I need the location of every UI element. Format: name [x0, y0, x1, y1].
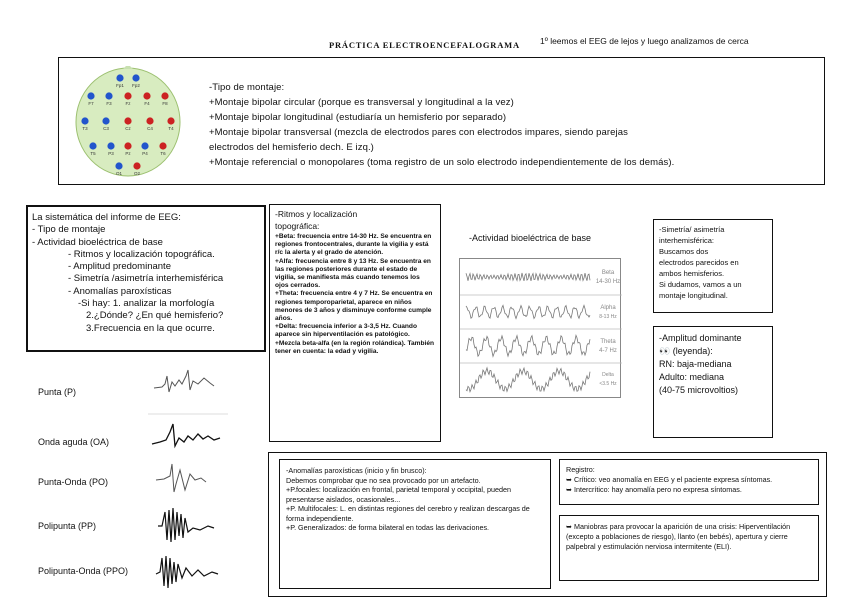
systematic-line: - Amplitud predominante	[68, 261, 171, 273]
electrode-dot	[115, 162, 122, 169]
systematic-line: - Tipo de montaje	[32, 224, 106, 236]
montage-line: +Montaje bipolar longitudinal (estudiaría un hemisferio por separado)	[209, 112, 507, 123]
electrode-dot	[124, 142, 131, 149]
pattern-label: Onda aguda (OA)	[38, 437, 110, 447]
systematic-line: 2.¿Dónde? ¿En qué hemisferio?	[86, 310, 224, 322]
register-item: ➥ Intercrítico: hay anomalía pero no expresa síntomas.	[566, 485, 742, 494]
anomalies-line: +P.focales: localización en frontal, parietal temporal y occipital, pueden presentarse aislados, ocasionales...	[286, 485, 512, 504]
electrode-label: O1	[115, 171, 123, 176]
amplitude-box	[653, 326, 773, 438]
electrode-label: F3	[106, 101, 112, 106]
electrode-label: T6	[160, 151, 166, 156]
electrode-dot	[143, 92, 150, 99]
alpha-wave	[466, 305, 590, 318]
montage-line: +Montaje bipolar transversal (mezcla de electrodos pares con electrodos impares, siendo parejas	[209, 127, 629, 138]
rhythm-text: frecuencia entre 4 y 7 Hz. Se encuentra en regiones temporoparietal, aparece en niños menores de 3 años y disminuye conforme cumple años.	[275, 290, 433, 323]
activity-label: -Actividad bioeléctrica de base	[469, 233, 592, 243]
rhythm-item	[275, 258, 435, 291]
wave-freq: 4-7 Hz	[599, 348, 617, 354]
montage-line: -Tipo de montaje:	[209, 82, 285, 93]
electrode-label: T3	[82, 126, 88, 131]
rhythm-text: frecuencia entre 14-30 Hz. Se encuentra en regiones frontocentrales, durante la vigilia y está r/c la alerta y el grado de atención.	[275, 233, 432, 257]
electrode-dot	[107, 142, 114, 149]
electrode-dot	[87, 92, 94, 99]
rhythm-text: frecuencia inferior a 3-3,5 Hz. Cuando aparece sin hiperventilación es patológico.	[275, 323, 417, 339]
theta-wave	[466, 335, 590, 356]
rhythm-text: frecuencia entre 8 y 13 Hz. Se encuentra en las regiones posteriores durante el estado de vigilia, se manifiesta más cuando tenemos los ojos cerrados.	[275, 257, 431, 290]
electrode-label: C3	[103, 126, 109, 131]
wave-name: Beta	[601, 270, 615, 276]
electrode-dot	[89, 142, 96, 149]
rhythm-label: +Alfa:	[275, 257, 294, 265]
electrode-dot	[146, 117, 153, 124]
symmetry-line: interhemisférica:	[659, 236, 715, 245]
systematic-line: 3.Frecuencia en la que ocurre.	[86, 322, 215, 334]
eeg-waves-figure	[459, 258, 621, 398]
symmetry-box	[653, 219, 773, 313]
systematic-line: -Si hay: 1. analizar la morfología	[78, 298, 215, 310]
rhythm-label: +Delta:	[275, 323, 298, 331]
rhythms-heading: -Ritmos y localización	[275, 209, 358, 219]
wave-freq: 14-30 Hz	[595, 279, 621, 285]
wave-freq: <3.5 Hz	[599, 381, 617, 387]
montage-line: +Montaje referencial o monopolares (toma registro de un solo electrodo independientemente de los demás).	[209, 157, 675, 168]
anomalies-line: -Anomalías paroxísticas (inicio y fin brusco):	[286, 466, 427, 475]
electrode-dot	[116, 74, 123, 81]
electrode-dot	[133, 162, 140, 169]
maneuvers-box	[559, 515, 819, 581]
electrode-label: Fp2	[132, 83, 140, 88]
electrode-dot	[124, 92, 131, 99]
register-box	[559, 459, 819, 505]
symmetry-line: Si dudamos, vamos a un	[659, 280, 742, 289]
polipunta-onda-wave	[156, 556, 218, 588]
rhythm-label: +Beta:	[275, 233, 296, 240]
rhythm-label: +Theta:	[275, 290, 299, 298]
electrode-label: C4	[147, 126, 153, 131]
eeg-waves-svg	[460, 259, 622, 399]
rhythm-label: +Mezcla beta-alfa	[275, 339, 330, 347]
electrode-dot	[132, 74, 139, 81]
pattern-waves-svg	[148, 362, 228, 592]
electrode-label: F8	[162, 101, 168, 106]
pattern-label: Polipunta (PP)	[38, 521, 97, 531]
systematic-line: - Anomalías paroxísticas	[68, 285, 172, 297]
systematic-box	[26, 205, 266, 352]
anomalies-container	[268, 452, 827, 597]
rhythms-heading: topográfica:	[275, 221, 320, 231]
electrode-dot	[159, 142, 166, 149]
rhythm-text: (en la región rolándica). También tener en cuenta: la edad y vigilia.	[275, 339, 435, 355]
montage-box	[58, 57, 825, 185]
wave-name: Theta	[600, 339, 616, 345]
systematic-line: - Ritmos y localización topográfica.	[68, 248, 215, 260]
wave-name: Alpha	[600, 305, 616, 311]
electrode-label: Fp1	[116, 83, 124, 88]
electrode-dot	[81, 117, 88, 124]
punta-onda-wave	[156, 464, 206, 492]
amplitude-line: 👀 (leyenda):	[659, 346, 713, 356]
anomalies-box	[279, 459, 551, 589]
anomalies-line: +P. Multifocales: L. en distintas regiones del cerebro y realizan descargas de forma independiente.	[286, 504, 530, 523]
symmetry-line: ambos hemisferios.	[659, 269, 725, 278]
maneuvers-text: ➥ Maniobras para provocar la aparición de una crisis: Hiperventilación (excepto a poblaciones de riesgo), llanto (en bebés), apertura y cierre palpebral y estimulación nerviosa intermitente (ELI).	[566, 522, 791, 551]
rhythm-item	[275, 323, 435, 339]
electrode-label: O2	[133, 171, 141, 176]
amplitude-line: Adulto: mediana	[659, 372, 725, 382]
rhythm-item	[275, 290, 435, 323]
electrode-label: Pz	[125, 151, 131, 156]
electrode-label: P3	[108, 151, 114, 156]
electrode-label: F7	[88, 101, 94, 106]
montage-line: +Montaje bipolar circular (porque es transversal y longitudinal a la vez)	[209, 97, 514, 108]
polipunta-wave	[158, 508, 214, 542]
systematic-line: La sistemática del informe de EEG:	[32, 212, 181, 223]
pattern-label: Punta (P)	[38, 387, 77, 397]
montage-line: electrodos del hemisferio dech. E izq.)	[209, 142, 374, 153]
systematic-line: - Simetría /asimetría interhemisférica	[68, 273, 224, 285]
amplitude-line: (40-75 microvoltios)	[659, 385, 739, 395]
electrode-dot	[141, 142, 148, 149]
header-note: 1º leemos el EEG de lejos y luego analizamos de cerca	[540, 36, 749, 46]
delta-wave	[466, 368, 590, 392]
symmetry-line: -Simetría/ asimetría	[659, 225, 725, 234]
rhythm-item	[275, 233, 435, 258]
electrode-dot	[105, 92, 112, 99]
symmetry-line: montaje longitudinal.	[659, 291, 728, 300]
amplitude-line: -Amplitud dominante	[659, 333, 742, 343]
electrode-dot	[161, 92, 168, 99]
beta-wave	[466, 273, 590, 281]
rhythm-item	[275, 340, 435, 356]
wave-name: Delta	[602, 372, 614, 378]
anomalies-line: +P. Generalizados: de forma bilateral en todas las derivaciones.	[286, 523, 490, 532]
electrode-label: Cz	[125, 126, 131, 131]
electrode-map-diagram	[73, 66, 183, 178]
anomalies-line: Debemos comprobar que no sea provocado por un artefacto.	[286, 475, 481, 485]
electrode-dot	[124, 117, 131, 124]
electrode-label: P4	[142, 151, 148, 156]
systematic-line: - Actividad bioeléctrica de base	[32, 236, 163, 248]
page-title: PRÁCTICA ELECTROENCEFALOGRAMA	[329, 40, 520, 50]
register-title: Registro:	[566, 465, 595, 474]
symmetry-line: electrodos parecidos en	[659, 258, 739, 267]
wave-freq: 8-13 Hz	[599, 314, 617, 320]
punta-wave	[154, 370, 214, 392]
onda-aguda-wave	[152, 424, 220, 446]
montage-text	[209, 80, 674, 170]
electrode-label: T5	[90, 151, 96, 156]
register-item: ➥ Crítico: veo anomalía en EEG y el paciente expresa síntomas.	[566, 475, 773, 484]
pattern-label: Punta-Onda (PO)	[38, 477, 109, 487]
electrode-label: T4	[168, 126, 174, 131]
electrode-label: Fz	[125, 101, 131, 106]
rhythms-box	[269, 204, 441, 442]
symmetry-line: Buscamos dos	[659, 247, 709, 256]
electrode-label: F4	[144, 101, 150, 106]
pattern-label: Polipunta-Onda (PPO)	[38, 566, 129, 576]
amplitude-line: RN: baja-mediana	[659, 359, 732, 369]
electrode-dot	[167, 117, 174, 124]
electrode-dot	[102, 117, 109, 124]
